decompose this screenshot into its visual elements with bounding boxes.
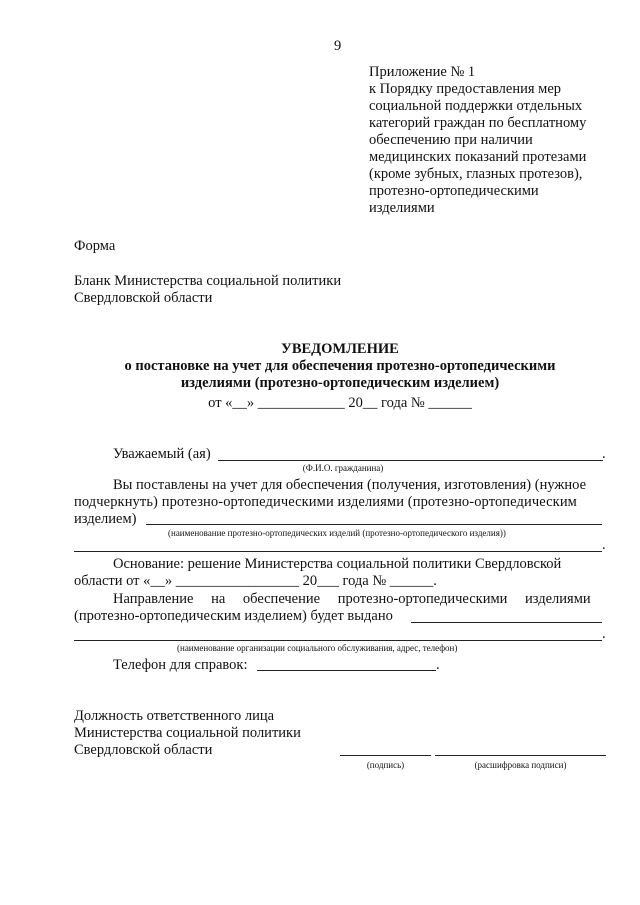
- appendix-line: обеспечению при наличии: [369, 132, 533, 148]
- appendix-line: категорий граждан по бесплатному: [369, 115, 587, 131]
- blank-line-1: Бланк Министерства социальной политики: [74, 273, 342, 289]
- direction-line-1: Направление на обеспечение протезно-ортопедическими изделиями: [113, 591, 591, 607]
- signer-position-line-1: Должность ответственного лица: [74, 708, 275, 724]
- appendix-line: к Порядку предоставления мер: [369, 81, 562, 97]
- greeting-label: Уважаемый (ая): [113, 446, 211, 462]
- notice-date-line: от «__» ____________ 20__ года № ______: [208, 395, 472, 411]
- signer-position-line-2: Министерства социальной политики: [74, 725, 301, 741]
- signature-caption: (подпись): [366, 760, 405, 770]
- products-caption: (наименование протезно-ортопедических изделий (протезно-ортопедического изделия)): [168, 528, 506, 538]
- notice-subtitle-2: изделиями (протезно-ортопедическим изделием): [180, 375, 500, 391]
- greeting-end: .: [602, 446, 606, 462]
- form-label: Форма: [74, 238, 116, 254]
- phone-end: .: [436, 657, 440, 673]
- signature-decode-caption: (расшифровка подписи): [474, 760, 567, 770]
- page-number: 9: [334, 38, 342, 54]
- blank-line-2: Свердловской области: [74, 290, 213, 306]
- appendix-line: социальной поддержки отдельных: [369, 98, 583, 114]
- organization-caption: (наименование организации социального обслуживания, адрес, телефон): [177, 643, 458, 653]
- signature-decode-line: [435, 755, 606, 756]
- products-line: [146, 524, 602, 525]
- fio-caption: (Ф.И.О. гражданина): [302, 463, 384, 473]
- p1-end: .: [602, 537, 606, 553]
- organization-line-2: [74, 640, 602, 641]
- basis-line-1: Основание: решение Министерства социальной политики Свердловской: [113, 556, 562, 572]
- fio-line: [218, 460, 603, 461]
- products-line-2: [74, 551, 602, 552]
- appendix-line: медицинских показаний протезами: [369, 149, 587, 165]
- direction-line-2: (протезно-ортопедическим изделием) будет выдано: [74, 608, 393, 624]
- p1-line-1: Вы поставлены на учет для обеспечения (получения, изготовления) (нужное: [113, 477, 587, 493]
- appendix-line: (кроме зубных, глазных протезов),: [369, 166, 583, 182]
- appendix-line: протезно-ортопедическими: [369, 183, 539, 199]
- appendix-block: [369, 64, 586, 217]
- phone-line: [257, 670, 436, 671]
- notice-subtitle-1: о постановке на учет для обеспечения протезно-ортопедическими: [124, 358, 556, 374]
- organization-line-1: [411, 622, 602, 623]
- direction-end: .: [602, 626, 606, 642]
- appendix-line: изделиями: [369, 200, 435, 216]
- p1-line-2-text: подчеркнуть) протезно-ортопедическими изделиями (протезно-ортопедическим: [74, 494, 577, 510]
- p1-line-2: [74, 494, 608, 511]
- signer-position-line-3: Свердловской области: [74, 742, 213, 758]
- phone-label: Телефон для справок:: [113, 657, 248, 673]
- basis-line-2: области от «__» _________________ 20___ года № ______.: [74, 573, 437, 589]
- notice-heading: УВЕДОМЛЕНИЕ: [281, 341, 399, 357]
- appendix-line: Приложение № 1: [369, 64, 476, 80]
- signature-line: [340, 755, 431, 756]
- p1-line-3: изделием): [74, 511, 137, 527]
